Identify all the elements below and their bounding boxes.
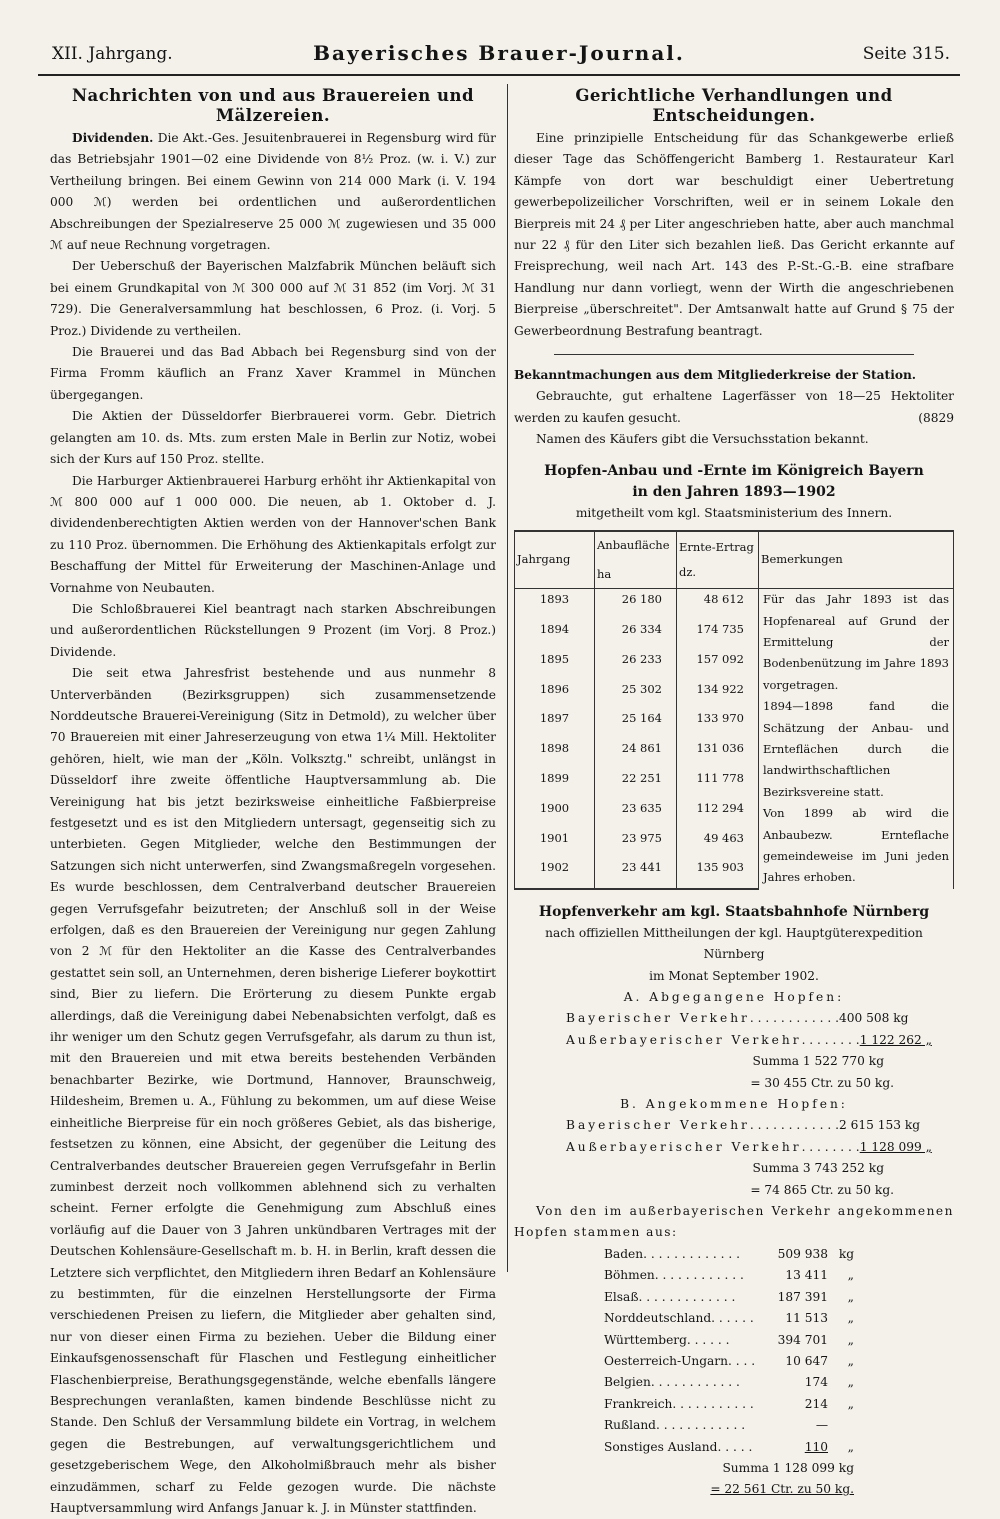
section-a-title: A. Abgegangene Hopfen: <box>623 990 845 1004</box>
section-b-sum: Summa 3 743 252 kg <box>752 1161 884 1176</box>
remark: Von 1899 ab wird die Anbaubezw. Ernteflache gemeindeweise im Juni jeden Jahres erhoben. <box>763 806 949 885</box>
page-number: Seite 315. <box>862 44 950 64</box>
journal-title: Bayerisches Brauer-Journal. <box>313 41 685 65</box>
column-divider <box>507 84 508 1272</box>
list-item: Bayerischer Verkehr . . . . . . . . . . . . 2 615 153 kg <box>566 1118 921 1133</box>
list-item: Belgien . . . . . . . . . . . . 174 „ <box>604 1375 854 1390</box>
table-row: 1893 26 180 48 612 Für das Jahr 1893 ist das Hopfenareal auf Grund der Ermittelung der Bodenbenützung im Jahre 1893 vorgetragen. 1894—1898 fand die Schätzung der Anbau- und Ernteflächen durch die landwirthschaftlichen Bezirksvereine statt. Von 1899 ab wird die Anbaubezw. Ernteflache gemeindeweise im Juni jeden Jahres erhoben. <box>515 589 954 620</box>
paragraph-duesseldorf: Die Aktien der Düsseldorfer Bierbrauerei vorm. Gebr. Dietrich gelangten am 10. ds. Mts. zum ersten Male in Berlin zur Notiz, wobei sich der Kurs auf 150 Proz. stellte. <box>50 409 496 467</box>
notice-text-2: Namen des Käufers gibt die Versuchsstation bekannt. <box>536 432 869 447</box>
table-title: Hopfen-Anbau und -Ernte im Königreich Bayern <box>544 462 924 479</box>
paragraph-bad-abbach: Die Brauerei und das Bad Abbach bei Regensburg sind von der Firma Fromm käuflich an Franz Xaver Krammel in München übergegangen. <box>50 345 496 402</box>
section-a-sum: Summa 1 522 770 kg <box>752 1054 884 1069</box>
origin-sum: Summa 1 128 099 kg <box>722 1460 854 1475</box>
page-header <box>38 38 960 76</box>
col-header-yield: Ernte-Ertrag dz. <box>677 531 759 589</box>
remark: Für das Jahr 1893 ist das Hopfenareal auf Grund der Ermittelung der Bodenbenützung im Jahre 1893 vorgetragen. <box>763 592 949 692</box>
paragraph-harburg: Die Harburger Aktienbrauerei Harburg erhöht ihr Aktienkapital von ℳ 800 000 auf 1 000 000. Die neuen, ab 1. Oktober d. J. dividendenberechtigten Aktien werden von der Hannover'schen Bank zu 110 Proz. übernommen. Die Erhöhung des Aktienkapitals erfolgt zur Beschaffung der Mittel für Erweiterung der Maschinen-Anlage und Vornahme von Neubauten. <box>50 473 496 595</box>
paragraph-lead: Dividenden. <box>72 131 154 145</box>
remark: 1894—1898 fand die Schätzung der Anbau- und Ernteflächen durch die landwirthschaftlichen Bezirksvereine statt. <box>763 699 949 799</box>
table-row: 1896 25 302 134 922 <box>515 679 954 709</box>
table-row: 1899 22 251 111 778 <box>515 768 954 798</box>
list-item: Böhmen . . . . . . . . . . . . 13 411 „ <box>604 1268 854 1283</box>
table-row: 1901 23 975 49 463 <box>515 828 954 858</box>
table-title-years: in den Jahren 1893—1902 <box>632 483 836 500</box>
list-item: Außerbayerischer Verkehr . . . . . . . . 1 122 262 „ <box>566 1032 932 1047</box>
hop-table <box>514 530 954 890</box>
section-title-court: Gerichtliche Verhandlungen und Entscheidungen. <box>575 86 893 125</box>
traffic-month: im Monat September 1902. <box>649 968 819 983</box>
paragraph-malzfabrik: Der Ueberschuß der Bayerischen Malzfabrik München beläuft sich bei einem Grundkapital von ℳ 300 000 auf ℳ 31 852 (im Vorj. ℳ 31 729). Die Generalversammlung hat beschlossen, 6 Proz. (i. Vorj. 5 Proz.) Dividende zu vertheilen. <box>50 259 496 338</box>
col-header-year: Jahrgang <box>515 531 595 589</box>
divider <box>554 354 914 355</box>
list-item: Norddeutschland . . . . . . 11 513 „ <box>604 1311 854 1326</box>
list-item: Elsaß . . . . . . . . . . . . . 187 391 „ <box>604 1289 854 1304</box>
origin-list <box>514 1244 954 1501</box>
section-title-brewery-news: Nachrichten von und aus Brauereien und Mälzereien. <box>71 86 475 125</box>
remarks-cell <box>759 589 954 889</box>
list-item: Oesterreich-Ungarn . . . . 10 647 „ <box>604 1353 854 1368</box>
notice-text: Gebrauchte, gut erhaltene Lagerfässer von 18—25 Hektoliter werden zu kaufen gesucht. (8829 <box>514 386 954 429</box>
table-row: 1895 26 233 157 092 <box>515 649 954 679</box>
paragraph-dividends <box>50 128 496 256</box>
paragraph-text: Die Akt.-Ges. Jesuitenbrauerei in Regensburg wird für das Betriebsjahr 1901—02 eine Dividende von 8½ Proz. (w. i. V.) zur Vertheilung bringen. Bei einem Gewinn von 214 000 Mark (i. V. 194 000 ℳ) werden bei ordentlichen und außerordentlichen Abschreibungen der Spezialreserve 25 000 ℳ zugewiesen und 35 000 ℳ auf neue Rechnung vorgetragen. <box>50 131 497 253</box>
list-item: Sonstiges Ausland . . . . . 110 „ <box>604 1439 854 1454</box>
section-b-list <box>514 1115 954 1201</box>
table-row: 1900 23 635 112 294 <box>515 798 954 828</box>
notice-ref: (8829 <box>918 410 954 425</box>
origin-intro: Von den im außerbayerischen Verkehr angekommenen Hopfen stammen aus: <box>514 1204 954 1240</box>
paragraph-court: Eine prinzipielle Entscheidung für das Schankgewerbe erließ dieser Tage das Schöffengericht Bamberg 1. Restaurateur Karl Kämpfe von dort war beschuldigt einer Uebertretung gewerbepolizeilicher Vorschriften, weil er in seinem Lokale den Bierpreis mit 24 ₰ per Liter angeschrieben hatte, aber auch manchmal nur 22 ₰ für den Liter sich bezahlen ließ. Das Gericht erkannte auf Freisprechung, weil nach Art. 143 des P.-St.-G.-B. eine strafbare Handlung nur dann vorliegt, wenn der Wirth die angeschriebenen Bierpreise „überschreitet". Der Amtsanwalt hatte auf Grund § 75 der Gewerbeordnung Bestrafung beantragt. <box>514 131 954 338</box>
list-item: Außerbayerischer Verkehr . . . . . . . . 1 128 099 „ <box>566 1139 932 1154</box>
list-item: Rußland . . . . . . . . . . . . — <box>604 1418 828 1433</box>
left-column <box>50 86 496 1519</box>
paragraph-norddeutsche: Die seit etwa Jahresfrist bestehende und aus nunmehr 8 Unterverbänden (Bezirksgruppen) sich zusammensetzende Norddeutsche Brauerei-Vereinigung (Sitz in Detmold), zu welcher über 70 Brauereien mit einer Jahreserzeugung von etwa 1¼ Mill. Hektoliter gehören, hielt, wie man der „Köln. Volksztg." schreibt, unlängst in Düsseldorf ihre zweite öffentliche Hauptversammlung ab. Die Vereinigung hat bis jetzt bezirksweise einheitliche Faßbierpreise festgesetzt und es ist den Mitgliedern untersagt, gegenseitig sich zu unterbieten. Gegen Mitglieder, welche den Bestimmungen der Satzungen sich nicht unterwerfen, sind Zwangsmaßregeln vorgesehen. Es wurde beschlossen, dem Centralverband deutscher Brauereien gegen Verrufsgefahr beizutreten; der Anschluß soll in der Weise erfolgen, daß es den Brauereien der Vereinigung nur gegen Zahlung von 2 ℳ für den Hektoliter an die Kasse des Centralverbandes gestattet sein soll, an Unternehmen, deren bisherige Lieferer boykottirt sind, Bier zu liefern. Die Erörterung zu diesem Punkte ergab allerdings, daß die Vereinigung dabei Nebenabsichten verfolgt, daß es ihr weniger um den Schutz gegen Verrufsgefahr, als darum zu thun ist, mit den Brauereien und mit etwa bereits bestehenden Verbänden benachbarter Bezirke, wie Dortmund, Hannover, Braunschweig, Hildesheim, Bremen u. A., Fühlung zu bekommen, um auf diese Weise einheitliche Bierpreise für ein noch größeres Gebiet, als das bisherige, festsetzen zu können, eine Absicht, der gegenüber die Leitung des Centralverbandes deutscher Brauereien gegen Verrufsgefahr in Berlin zuminbest derzeit noch vollkommen ablehnend sich zu verhalten scheint. Ferner erfolgte die Genehmigung zum Abschluß eines vorläufig auf die Dauer von 3 Jahren unkündbaren Vertrages mit der Deutschen Kohlensäure-Gesellschaft m. b. H. in Berlin, kraft dessen die Letztere sich verpflichtet, den Mitgliedern ihren Bedarf an Kohlensäure zu bestimmten, für die einzelnen Herstellungsorte der Firma verschiedenen Preisen zu liefern, die Mitglieder aber gehalten sind, nur von dieser einen Firma zu beziehen. Ueber die Bildung einer Einkaufsgenossenschaft für Flaschen und Festlegung einheitlicher Flaschenbierpreise, Berathungsgegenstände, welche ebenfalls längere Besprechungen veranlaßten, kamen bindende Beschlüsse nicht zu Stande. Den Schluß der Versammlung bildete ein Vortrag, in welchem gegen die Bestrebungen, auf verwaltungsgerichtlichem und gesetzgeberischem Wege, den Alkoholmißbrauch mehr als bisher einzudämmen, scharf zu Felde gezogen wurde. Die nächste Hauptversammlung wird Anfangs Januar k. J. in Münster stattfinden. <box>50 666 496 1515</box>
table-row: 1898 24 861 131 036 <box>515 738 954 768</box>
paragraph-kiel: Die Schloßbrauerei Kiel beantragt nach starken Abschreibungen und außerordentlichen Rückstellungen 9 Prozent (im Vorj. 8 Proz.) Dividende. <box>50 601 496 659</box>
table-row: 1902 23 441 135 903 <box>515 857 954 888</box>
table-source: mitgetheilt vom kgl. Staatsministerium des Innern. <box>575 505 893 520</box>
list-item: Frankreich . . . . . . . . . . . 214 „ <box>604 1396 854 1411</box>
section-a-ctr: = 30 455 Ctr. zu 50 kg. <box>750 1075 894 1090</box>
table-row: 1897 25 164 133 970 <box>515 708 954 738</box>
volume-label: XII. Jahrgang. <box>52 44 173 64</box>
section-b-title: B. Angekommene Hopfen: <box>620 1097 848 1112</box>
section-b-ctr: = 74 865 Ctr. zu 50 kg. <box>750 1182 894 1197</box>
col-header-area: Anbaufläche ha <box>595 531 677 589</box>
table-row: 1894 26 334 174 735 <box>515 619 954 649</box>
origin-ctr: = 22 561 Ctr. zu 50 kg. <box>710 1482 854 1497</box>
right-column <box>514 86 954 1501</box>
traffic-subtitle: nach offiziellen Mittheilungen der kgl. Hauptgüterexpedition Nürnberg <box>545 925 923 962</box>
col-header-remarks: Bemerkungen <box>759 531 954 589</box>
section-a-list <box>514 1008 954 1094</box>
traffic-title: Hopfenverkehr am kgl. Staatsbahnhofe Nürnberg <box>538 903 930 920</box>
list-item: Bayerischer Verkehr . . . . . . . . . . . . 400 508 kg <box>566 1011 909 1026</box>
notice-title: Bekanntmachungen aus dem Mitgliederkreise der Station. <box>514 368 917 383</box>
list-item: Württemberg . . . . . . 394 701 „ <box>604 1332 854 1347</box>
list-item: Baden . . . . . . . . . . . . . 509 938 kg <box>604 1246 854 1261</box>
